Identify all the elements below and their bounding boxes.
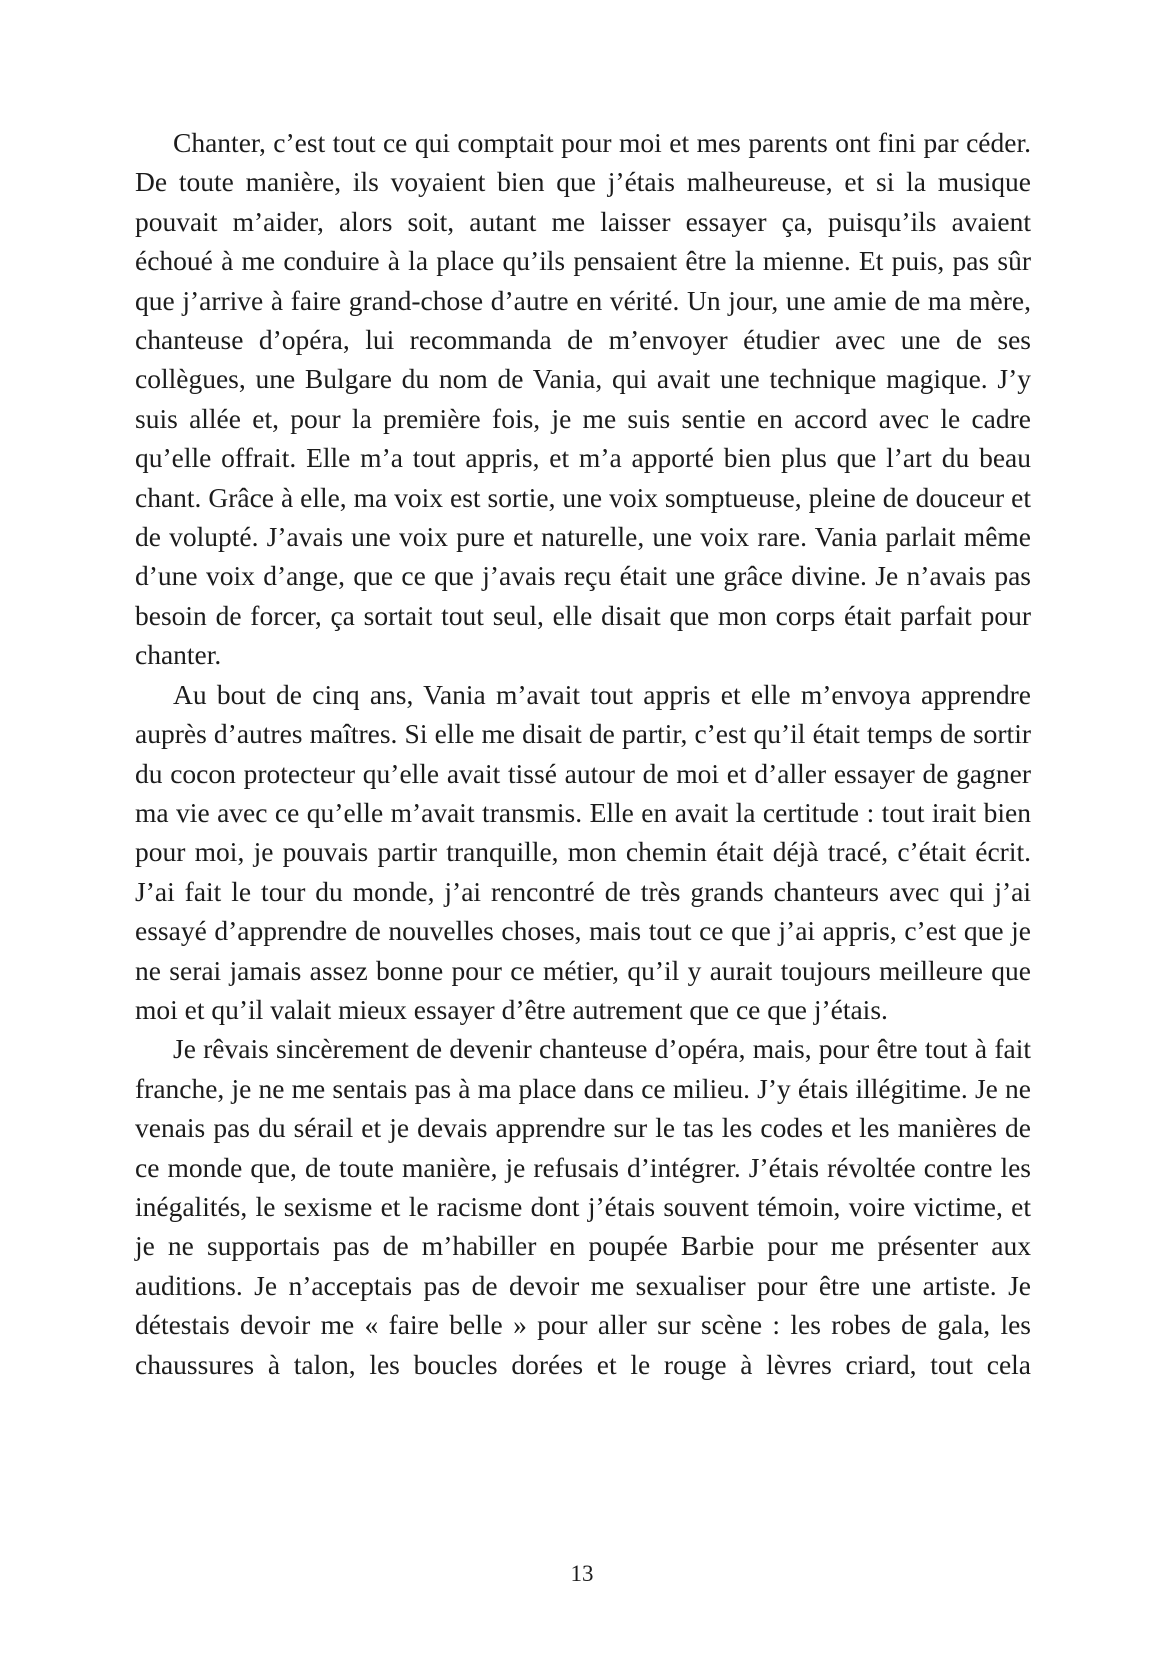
page-number: 13 — [570, 1561, 594, 1586]
paragraph-3: Je rêvais sincèrement de devenir chanteuse d’opéra, mais, pour être tout à fait franche, je ne me sentais pas à ma place dans ce milieu. J’y étais illégitime. Je ne venais pas du sérail et je devais apprendre sur le tas les codes et les manières de ce monde que, de toute manière, je refusais d’intégrer. J’étais révoltée contre les inégalités, le sexisme et le racisme dont j’étais souvent témoin, voire victime, et je ne supportais pas de m’habiller en poupée Barbie pour me présenter aux auditions. Je n’acceptais pas de devoir me sexualiser pour être une artiste. Je détestais devoir me « faire belle » pour aller sur scène : les robes de gala, les chaussures à talon, les boucles dorées et le rouge à lèvres criard, tout cela — [135, 1033, 1031, 1380]
paragraph-2: Au bout de cinq ans, Vania m’avait tout appris et elle m’envoya apprendre auprès d’autres maîtres. Si elle me disait de partir, c’est qu’il était temps de sortir du cocon protecteur qu’elle avait tissé autour de moi et d’aller essayer de gagner ma vie avec ce qu’elle m’avait transmis. Elle en avait la certitude : tout irait bien pour moi, je pouvais partir tranquille, mon chemin était déjà tracé, c’était écrit. J’ai fait le tour du monde, j’ai rencontré de très grands chanteurs avec qui j’ai essayé d’apprendre de nouvelles choses, mais tout ce que j’ai appris, c’est que je ne serai jamais assez bonne pour ce métier, qu’il y aurait toujours meilleure que moi et qu’il valait mieux essayer d’être autrement que ce que j’étais. — [135, 678, 1031, 1025]
paragraph-1: Chanter, c’est tout ce qui comptait pour moi et mes parents ont fini par céder. De toute manière, ils voyaient bien que j’étais malheureuse, et si la musique pouvait m’aider, alors soit, autant me laisser essayer ça, puisqu’ils avaient échoué à me conduire à la place qu’ils pensaient être la mienne. Et puis, pas sûr que j’arrive à faire grand-chose d’autre en vérité. Un jour, une amie de ma mère, chanteuse d’opéra, lui recommanda de m’envoyer étudier avec une de ses collègues, une Bulgare du nom de Vania, qui avait une technique magique. J’y suis allée et, pour la première fois, je me suis sentie en accord avec le cadre qu’elle offrait. Elle m’a tout appris, et m’a apporté bien plus que l’art du beau chant. Grâce à elle, ma voix est sortie, une voix somptueuse, pleine de douceur et de volupté. J’avais une voix pure et naturelle, une voix rare. Vania parlait même d’une voix d’ange, que ce que j’avais reçu était une grâce divine. Je n’avais pas besoin de forcer, ça sortait tout seul, elle disait que mon corps était parfait pour chanter. — [135, 127, 1031, 671]
body-text — [135, 123, 1031, 1384]
